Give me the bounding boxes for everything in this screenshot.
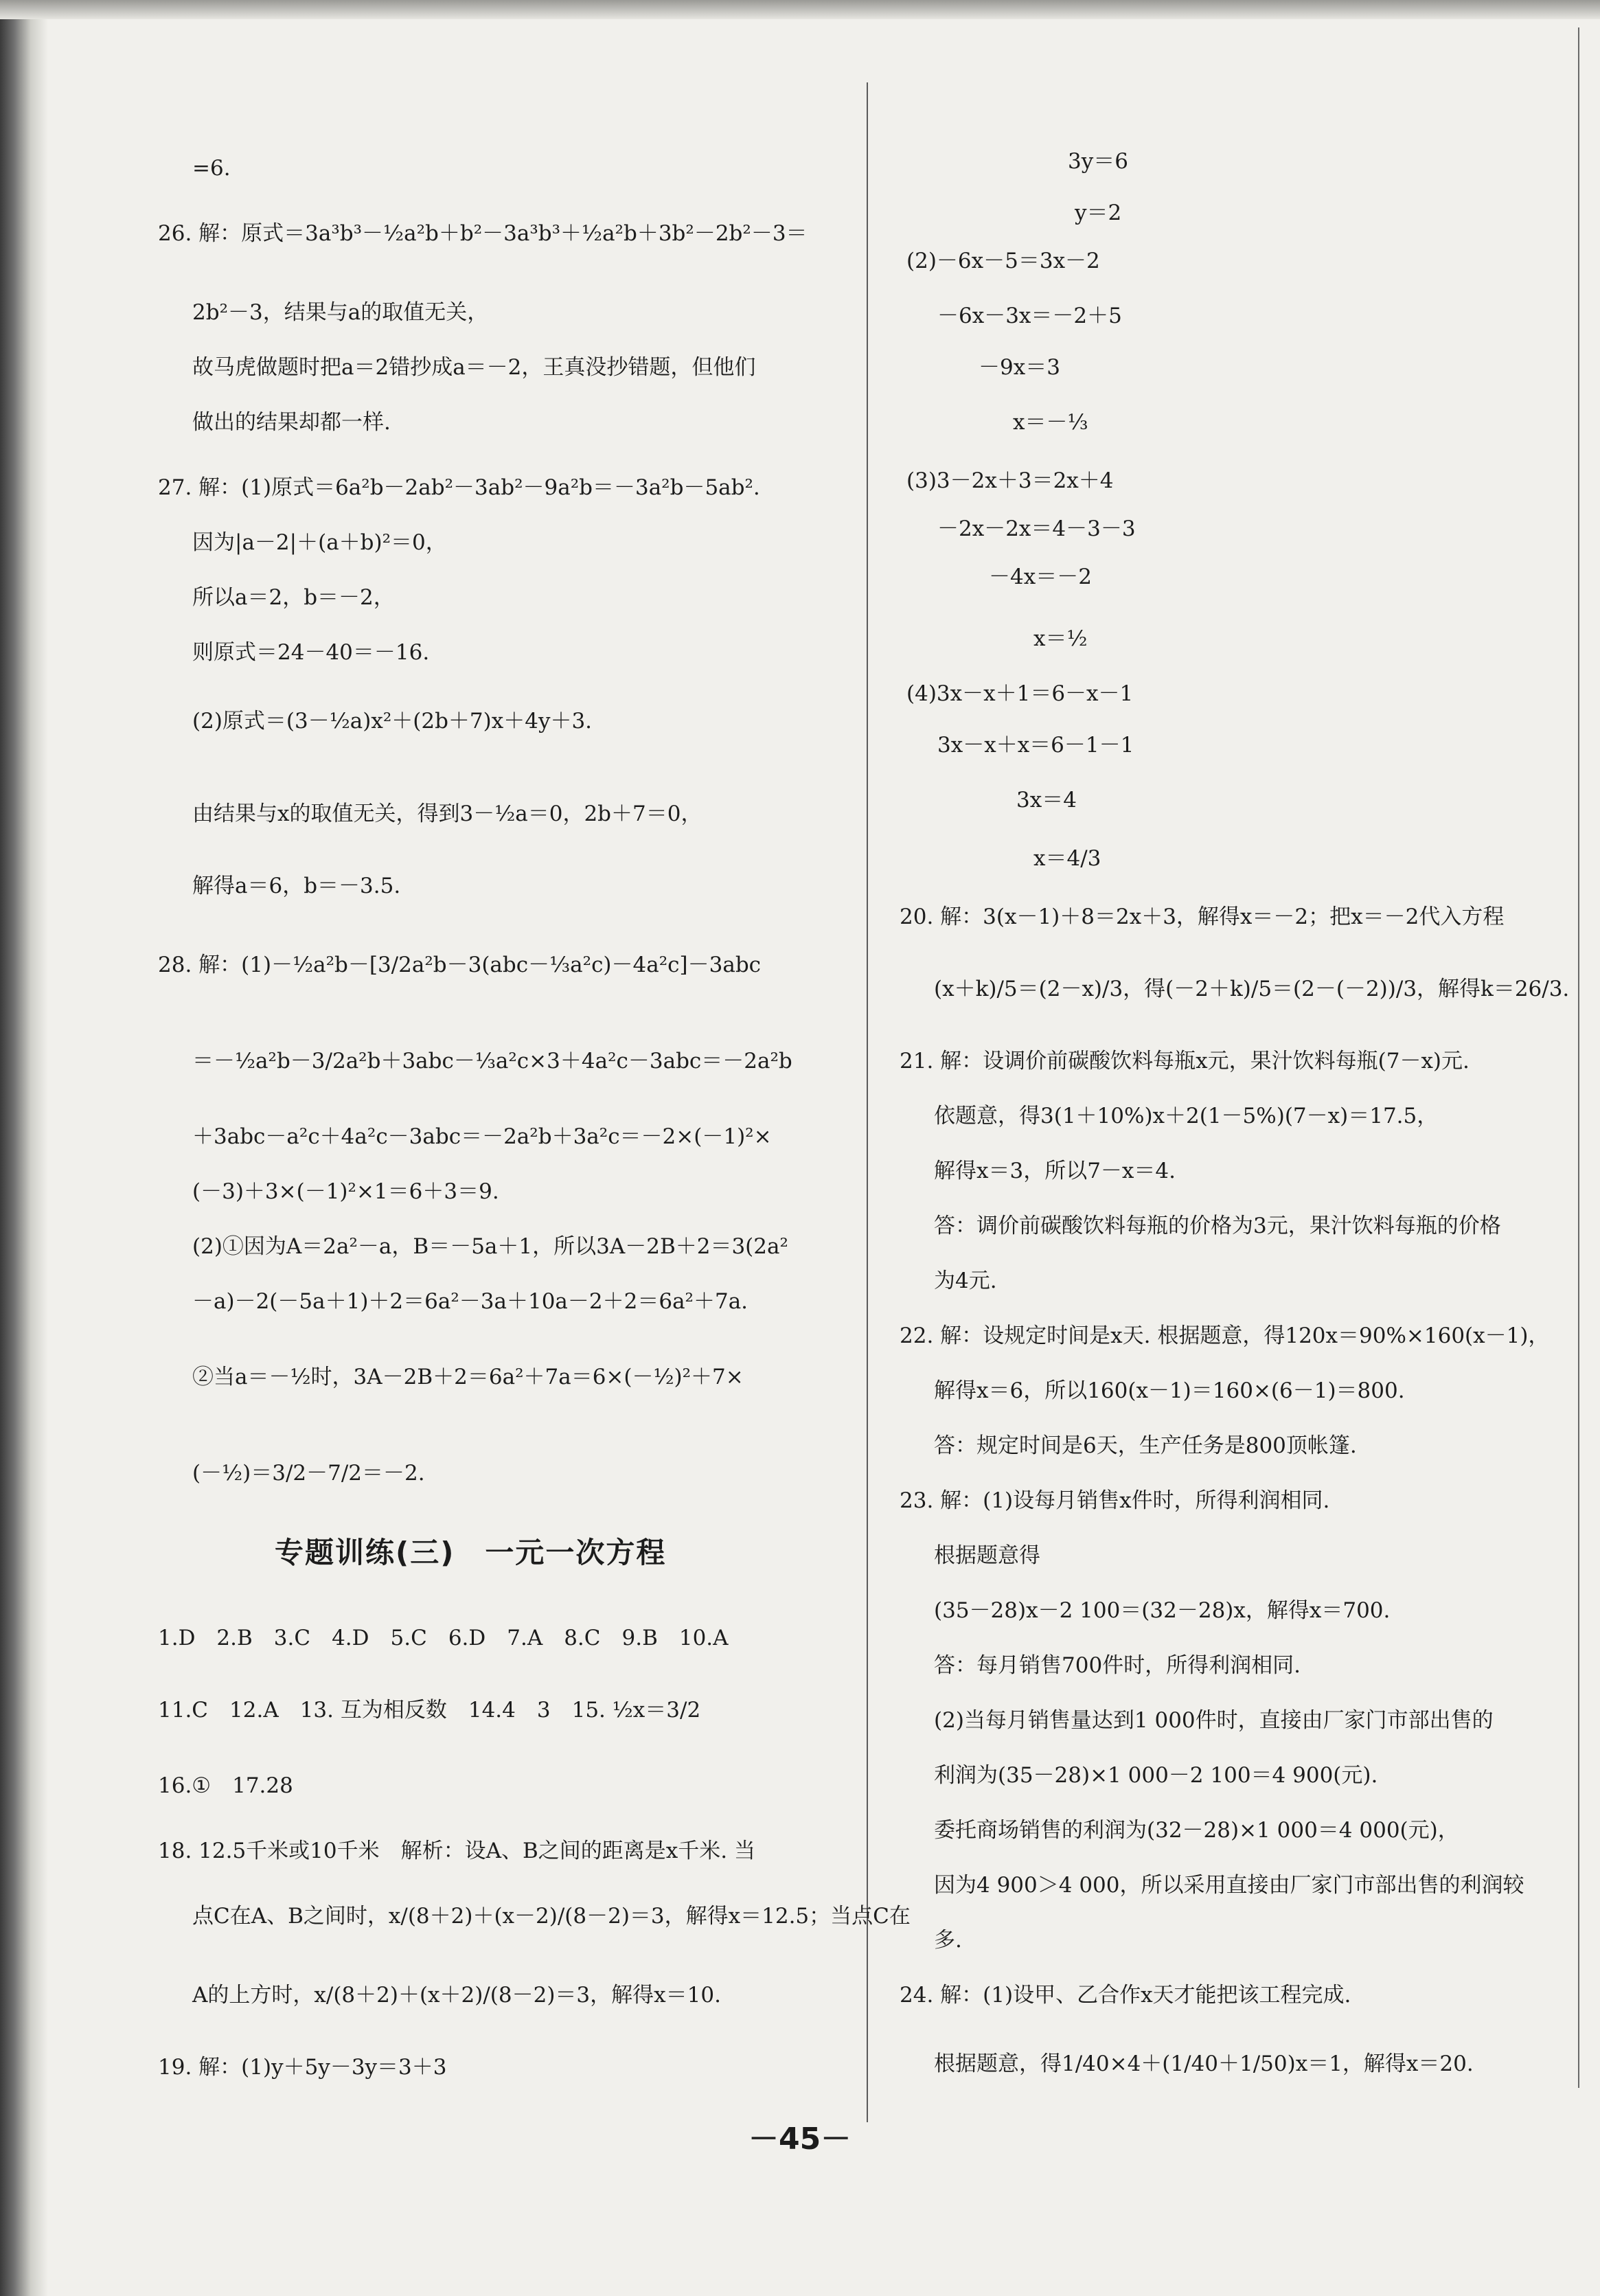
right-line-10: x＝½	[1033, 626, 1088, 651]
right-line-34: 24. 解：(1)设甲、乙合作x天才能把该工程完成.	[900, 1983, 1351, 2008]
left-line-22: 11.C 12.A 13. 互为相反数 14.4 3 15. ½x＝3/2	[158, 1698, 701, 1723]
left-line-13: 28. 解：(1)－½a²b－[3/2a²b－3(abc－⅓a²c)－4a²c]－3abc	[158, 953, 762, 977]
left-line-20: (－½)＝3/2－7/2＝－2.	[192, 1461, 425, 1486]
left-line-14: ＝－½a²b－3/2a²b＋3abc－⅓a²c×3＋4a²c－3abc＝－2a²b	[192, 1049, 792, 1073]
right-line-29: (2)当每月销售量达到1 000件时，直接由厂家门市部出售的	[934, 1708, 1494, 1733]
left-line-19: ②当a＝－½时，3A－2B＋2＝6a²＋7a＝6×(－½)²＋7×	[192, 1365, 744, 1389]
left-line-2: 26. 解：原式＝3a³b³－½a²b＋b²－3a³b³＋½a²b＋3b²－2b²－3＝	[158, 221, 808, 246]
left-line-4: 故马虎做题时把a＝2错抄成a＝－2，王真没抄错题，但他们	[192, 355, 756, 380]
right-line-33: 多.	[934, 1928, 962, 1953]
right-line-31: 委托商场销售的利润为(32－28)×1 000＝4 000(元)，	[934, 1818, 1459, 1843]
left-line-25: 点C在A、B之间时，x/(8＋2)＋(x－2)/(8－2)＝3，解得x＝12.5；当点C在	[192, 1904, 911, 1929]
right-line-13: 3x＝4	[1016, 788, 1077, 812]
right-line-35: 根据题意，得1/40×4＋(1/40＋1/50)x＝1，解得x＝20.	[934, 2051, 1474, 2076]
right-line-7: (3)3－2x＋3＝2x＋4	[906, 468, 1114, 493]
left-line-11: 由结果与x的取值无关，得到3－½a＝0，2b＋7＝0，	[192, 802, 702, 826]
left-line-21: 1.D 2.B 3.C 4.D 5.C 6.D 7.A 8.C 9.B 10.A	[158, 1626, 729, 1650]
right-line-17: 21. 解：设调价前碳酸饮料每瓶x元，果汁饮料每瓶(7－x)元.	[900, 1049, 1470, 1073]
right-line-11: (4)3x－x＋1＝6－x－1	[906, 681, 1134, 706]
right-line-16: (x＋k)/5＝(2－x)/3，得(－2＋k)/5＝(2－(－2))/3，解得k＝26/3.	[934, 977, 1570, 1001]
right-line-26: 根据题意得	[934, 1543, 1040, 1568]
right-line-9: －4x＝－2	[989, 565, 1092, 589]
right-line-23: 解得x＝6，所以160(x－1)＝160×(6－1)＝800.	[934, 1378, 1405, 1403]
right-line-14: x＝4/3	[1033, 846, 1101, 871]
right-line-5: －9x＝3	[979, 355, 1060, 380]
section-heading: 专题训练(三) 一元一次方程	[275, 1536, 667, 1569]
left-line-15: ＋3abc－a²c＋4a²c－3abc＝－2a²b＋3a²c＝－2×(－1)²×	[192, 1124, 772, 1149]
left-line-16: (－3)＋3×(－1)²×1＝6＋3＝9.	[192, 1179, 499, 1204]
left-line-8: 所以a＝2，b＝－2，	[192, 585, 395, 610]
left-line-12: 解得a＝6，b＝－3.5.	[192, 874, 401, 898]
right-line-20: 答：调价前碳酸饮料每瓶的价格为3元，果汁饮料每瓶的价格	[934, 1214, 1501, 1238]
scan-top-edge	[0, 0, 1600, 19]
scan-binding-edge	[0, 0, 48, 2296]
left-line-17: (2)①因为A＝2a²－a，B＝－5a＋1，所以3A－2B＋2＝3(2a²	[192, 1234, 788, 1259]
right-line-6: x＝－⅓	[1013, 410, 1088, 435]
right-line-3: (2)－6x－5＝3x－2	[906, 249, 1100, 273]
left-line-6: 27. 解：(1)原式＝6a²b－2ab²－3ab²－9a²b＝－3a²b－5ab².	[158, 475, 760, 500]
right-line-18: 依题意，得3(1＋10%)x＋2(1－5%)(7－x)＝17.5，	[934, 1104, 1439, 1128]
left-line-3: 2b²－3，结果与a的取值无关，	[192, 300, 489, 325]
right-line-28: 答：每月销售700件时，所得利润相同.	[934, 1653, 1301, 1678]
right-line-25: 23. 解：(1)设每月销售x件时，所得利润相同.	[900, 1488, 1330, 1513]
right-line-30: 利润为(35－28)×1 000－2 100＝4 900(元).	[934, 1763, 1378, 1788]
right-line-4: －6x－3x＝－2＋5	[937, 304, 1122, 328]
right-line-1: 3y＝6	[1068, 149, 1128, 174]
left-line-24: 18. 12.5千米或10千米 解析：设A、B之间的距离是x千米. 当	[158, 1839, 755, 1863]
left-line-10: (2)原式＝(3－½a)x²＋(2b＋7)x＋4y＋3.	[192, 709, 593, 734]
left-line-27: 19. 解：(1)y＋5y－3y＝3＋3	[158, 2055, 447, 2080]
right-line-27: (35－28)x－2 100＝(32－28)x，解得x＝700.	[934, 1598, 1391, 1623]
right-line-24: 答：规定时间是6天，生产任务是800顶帐篷.	[934, 1433, 1357, 1458]
left-line-7: 因为|a－2|＋(a＋b)²＝0，	[192, 530, 447, 555]
left-line-23: 16.① 17.28	[158, 1773, 293, 1798]
right-line-8: －2x－2x＝4－3－3	[937, 516, 1136, 541]
right-line-21: 为4元.	[934, 1269, 997, 1293]
right-line-12: 3x－x＋x＝6－1－1	[937, 733, 1134, 758]
page-number: －45－	[748, 2122, 852, 2157]
right-line-2: y＝2	[1075, 201, 1122, 225]
left-line-1: =6.	[192, 156, 231, 181]
right-margin-rule	[1578, 27, 1579, 2088]
right-line-32: 因为4 900＞4 000，所以采用直接由厂家门市部出售的利润较	[934, 1873, 1524, 1898]
right-line-15: 20. 解：3(x－1)＋8＝2x＋3，解得x＝－2；把x＝－2代入方程	[900, 905, 1505, 929]
right-line-19: 解得x＝3，所以7－x＝4.	[934, 1159, 1176, 1183]
right-line-22: 22. 解：设规定时间是x天. 根据题意，得120x＝90%×160(x－1)，	[900, 1323, 1550, 1348]
left-line-5: 做出的结果却都一样.	[192, 410, 391, 435]
left-line-26: A的上方时，x/(8＋2)＋(x＋2)/(8－2)＝3，解得x＝10.	[192, 1983, 721, 2008]
column-divider	[867, 82, 868, 2122]
left-line-9: 则原式＝24－40＝－16.	[192, 640, 430, 665]
left-line-18: －a)－2(－5a＋1)＋2＝6a²－3a＋10a－2＋2＝6a²＋7a.	[192, 1289, 748, 1314]
